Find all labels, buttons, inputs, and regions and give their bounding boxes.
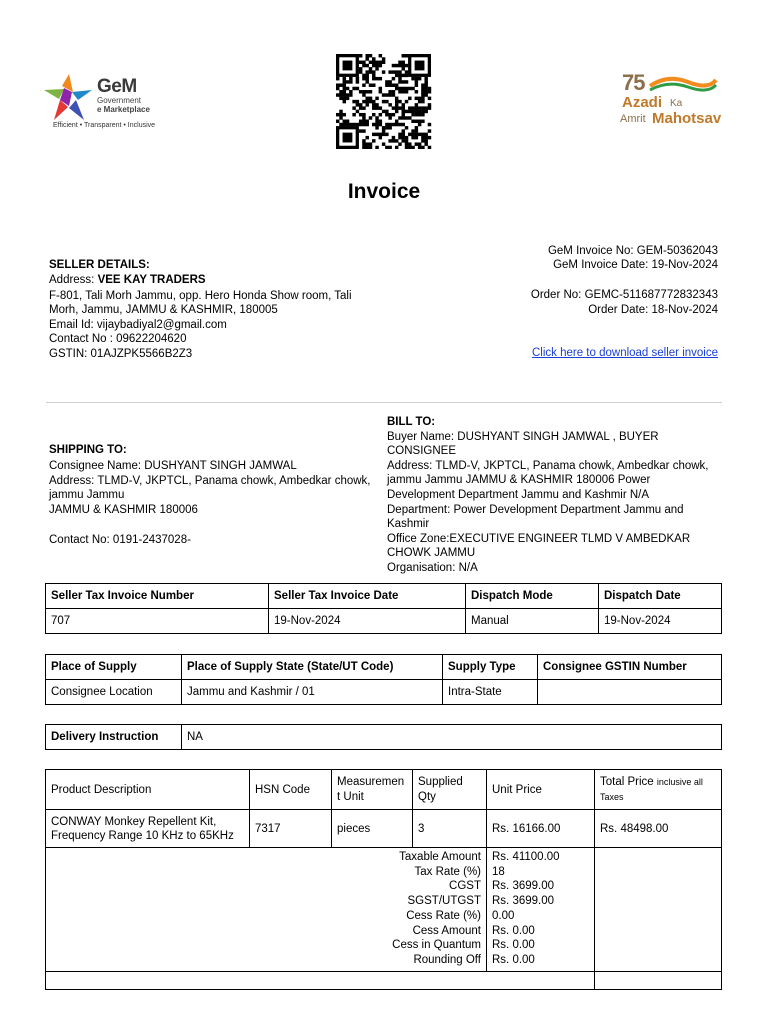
tax-value: Rs. 3699.00 — [492, 880, 555, 893]
seller-address-name — [49, 273, 206, 288]
table-cell: Rs. 48498.00 — [595, 810, 722, 848]
tax-label: Taxable Amount — [399, 851, 481, 863]
table-cell: 3 — [413, 810, 487, 848]
azadi-ka-amrit-mahotsav-logo — [620, 70, 726, 134]
bill-to-line: Development Department Jammu and Kashmir N/A — [387, 489, 650, 501]
table-header-cell: Place of Supply State (State/UT Code) — [182, 655, 443, 680]
table-header-cell: Place of Supply — [46, 655, 182, 680]
tax-label: Cess Amount — [412, 924, 481, 937]
table-header-row — [46, 655, 722, 680]
table-cell: Jammu and Kashmir / 01 — [182, 680, 443, 705]
product-table — [45, 769, 722, 990]
tax-value: 0.00 — [492, 909, 515, 922]
bill-to-line: Office Zone:EXECUTIVE ENGINEER TLMD V AMBEDKAR — [387, 533, 691, 545]
header-text-line: Measuremen — [337, 775, 405, 788]
shipping-address-line-1: Address: TLMD-V, JKPTCL, Panama chowk, Ambedkar chowk, — [49, 475, 371, 487]
seller-name: VEE KAY TRADERS — [97, 274, 206, 286]
order-number: Order No: GEMC-511687772832343 — [530, 289, 718, 301]
bill-to-line: Department: Power Development Department Jammu and — [387, 504, 684, 516]
seller-address-line-1: F-801, Tali Morh Jammu, opp. Hero Honda Show room, Tali — [49, 290, 352, 302]
dispatch-table — [45, 583, 722, 634]
tax-value: 18 — [492, 865, 505, 878]
seller-address-line-2: Morh, Jammu, JAMMU & KASHMIR, 180005 — [49, 304, 278, 316]
seller-details-heading: SELLER DETAILS: — [49, 259, 150, 271]
gem-logo-government: Government — [97, 96, 142, 105]
tax-value: Rs. 41100.00 — [492, 851, 560, 863]
table-header-row — [46, 770, 722, 810]
supply-table — [45, 654, 722, 705]
table-header-cell: Unit Price — [487, 770, 595, 810]
bill-to-line: CONSIGNEE — [387, 445, 457, 457]
table-cell: pieces — [332, 810, 413, 848]
tax-value: Rs. 3699.00 — [492, 895, 555, 908]
seller-contact: Contact No : 09622204620 — [49, 333, 187, 345]
table-header-cell — [332, 770, 413, 810]
table-header-cell: Product Description — [46, 770, 250, 810]
product-description-line: Frequency Range 10 KHz to 65KHz — [51, 829, 234, 842]
gem-invoice-date: GeM Invoice Date: 19-Nov-2024 — [553, 259, 718, 271]
table-header-cell — [413, 770, 487, 810]
download-seller-invoice-link[interactable]: Click here to download seller invoice — [531, 347, 718, 359]
total-price-note: inclusive all Taxes — [600, 776, 703, 802]
order-date: Order Date: 18-Nov-2024 — [588, 304, 718, 316]
gem-logo-tagline: Efficient • Transparent • Inclusive — [53, 122, 156, 129]
delivery-instruction-value: NA — [182, 725, 722, 750]
tax-labels-cell — [46, 848, 487, 972]
table-row — [46, 810, 722, 848]
gem-star-icon — [42, 70, 96, 124]
consignee-name: Consignee Name: DUSHYANT SINGH JAMWAL — [49, 460, 297, 472]
table-row — [46, 972, 722, 990]
tax-label: SGST/UTGST — [407, 895, 481, 908]
table-cell: 7317 — [250, 810, 332, 848]
tax-value: Rs. 0.00 — [492, 939, 535, 952]
seller-address-label: Address: — [49, 274, 98, 286]
table-header-cell: Dispatch Mode — [466, 584, 599, 609]
table-cell: Rs. 16166.00 — [487, 810, 595, 848]
flag-wave-icon — [648, 74, 718, 94]
table-header-cell: Seller Tax Invoice Number — [46, 584, 269, 609]
bill-to-line: CHOWK JAMMU — [387, 547, 476, 559]
bill-to-heading: BILL TO: — [387, 416, 436, 428]
azadi-logo-amrit: Amrit — [620, 113, 646, 125]
table-header-cell — [595, 770, 722, 810]
tax-label: Cess in Quantum — [392, 939, 481, 952]
table-row — [46, 680, 722, 705]
bill-to-line: Buyer Name: DUSHYANT SINGH JAMWAL , BUYER — [387, 431, 659, 443]
tax-breakup-row — [46, 848, 722, 972]
table-header-row — [46, 584, 722, 609]
gem-logo-word: GeM — [97, 76, 137, 97]
header-text-line: t Unit — [337, 790, 364, 803]
shipping-address-line-3: JAMMU & KASHMIR 180006 — [49, 504, 198, 516]
table-cell — [46, 972, 595, 990]
table-cell: 707 — [46, 609, 269, 634]
qr-code-icon — [335, 54, 432, 149]
table-header-cell: HSN Code — [250, 770, 332, 810]
delivery-instruction-table — [45, 724, 722, 750]
azadi-logo-ka: Ka — [670, 98, 683, 109]
table-cell — [46, 810, 250, 848]
gem-logo-marketplace: e Marketplace — [97, 105, 150, 114]
tax-label: Cess Rate (%) — [406, 909, 481, 922]
header-text-line: Qty — [418, 790, 436, 803]
table-cell — [595, 848, 722, 972]
section-divider — [46, 402, 722, 403]
table-cell — [538, 680, 722, 705]
azadi-logo-mahotsav: Mahotsav — [652, 110, 722, 127]
table-cell: 19-Nov-2024 — [269, 609, 466, 634]
seller-gstin: GSTIN: 01AJZPK5566B2Z3 — [49, 348, 193, 360]
shipping-contact: Contact No: 0191-2437028- — [49, 534, 191, 546]
page-title: Invoice — [347, 180, 421, 203]
bill-to-line: Kashmir — [387, 518, 430, 530]
gem-invoice-number: GeM Invoice No: GEM-50362043 — [547, 245, 718, 257]
table-row — [46, 725, 722, 750]
azadi-logo-number: 75 — [622, 70, 645, 95]
tax-values-cell — [487, 848, 595, 972]
header-text-line: Total Price — [600, 775, 657, 788]
bill-to-line: Organisation: N/A — [387, 562, 478, 574]
tax-label: CGST — [449, 880, 481, 893]
table-row — [46, 609, 722, 634]
table-cell: Consignee Location — [46, 680, 182, 705]
table-header-cell: Consignee GSTIN Number — [538, 655, 722, 680]
table-header-cell: Seller Tax Invoice Date — [269, 584, 466, 609]
header-text-line: Supplied — [418, 775, 463, 788]
tax-value: Rs. 0.00 — [492, 953, 535, 966]
azadi-logo-azadi: Azadi — [622, 94, 663, 111]
table-cell — [595, 972, 722, 990]
table-header-cell: Supply Type — [443, 655, 538, 680]
shipping-to-heading: SHIPPING TO: — [49, 444, 127, 456]
tax-label: Rounding Off — [413, 953, 481, 966]
table-cell: 19-Nov-2024 — [599, 609, 722, 634]
seller-email: Email Id: vijaybadiyal2@gmail.com — [49, 319, 227, 331]
tax-value: Rs. 0.00 — [492, 924, 535, 937]
bill-to-line: jammu Jammu JAMMU & KASHMIR 180006 Power — [387, 474, 651, 486]
table-cell: Manual — [466, 609, 599, 634]
delivery-instruction-label: Delivery Instruction — [46, 725, 182, 750]
product-description-line: CONWAY Monkey Repellent Kit, — [51, 815, 217, 828]
shipping-address-line-2: jammu Jammu — [49, 489, 125, 501]
table-cell: Intra-State — [443, 680, 538, 705]
tax-label: Tax Rate (%) — [414, 865, 481, 878]
bill-to-line: Address: TLMD-V, JKPTCL, Panama chowk, Ambedkar chowk, — [387, 460, 709, 472]
table-header-cell: Dispatch Date — [599, 584, 722, 609]
